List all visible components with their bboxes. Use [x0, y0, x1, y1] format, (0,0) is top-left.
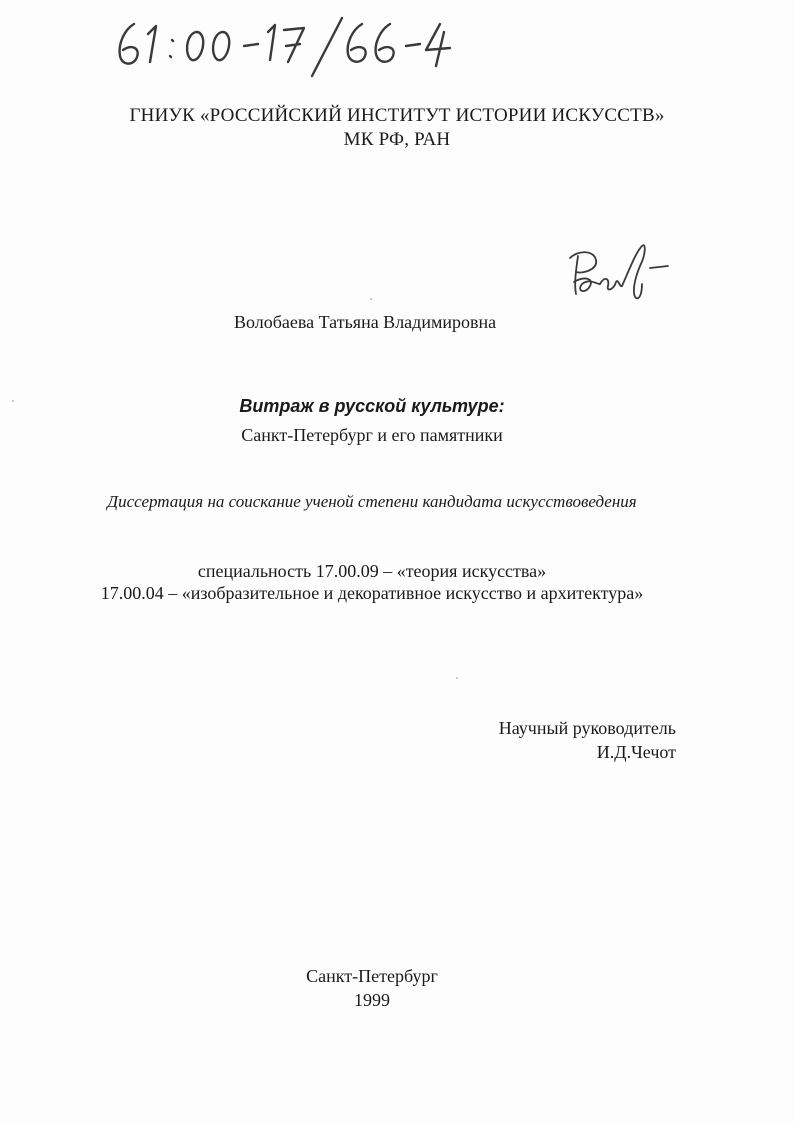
- specialty-line-2: 17.00.04 – «изобразительное и декоративное искусство и архитектура»: [100, 583, 644, 603]
- place-and-year: [0, 964, 744, 1012]
- handwritten-archive-code: [110, 10, 460, 80]
- dissertation-subtitle: Санкт-Петербург и его памятники: [241, 425, 503, 445]
- institution-header: [0, 104, 794, 152]
- scan-speck: [370, 298, 372, 300]
- institution-name: ГНИУК «РОССИЙСКИЙ ИНСТИТУТ ИСТОРИИ ИСКУССТВ»: [129, 105, 665, 126]
- supervisor-name: И.Д.Чечот: [596, 742, 676, 762]
- scan-speck: [12, 400, 14, 402]
- supervisor-label: Научный руководитель: [498, 718, 676, 738]
- year: 1999: [354, 990, 390, 1010]
- dissertation-title: Витраж в русской культуре:: [239, 396, 505, 416]
- institution-affiliation: МК РФ, РАН: [343, 129, 451, 150]
- author-name: Волобаева Татьяна Владимировна: [234, 312, 497, 332]
- scan-speck: [456, 677, 458, 679]
- degree-statement: Диссертация на соискание ученой степени кандидата искусствоведения: [107, 492, 637, 511]
- handwritten-signature: [560, 238, 675, 308]
- supervisor-block: [420, 716, 676, 764]
- specialty-line-1: специальность 17.00.09 – «теория искусства»: [197, 561, 547, 581]
- city: Санкт-Петербург: [306, 966, 438, 986]
